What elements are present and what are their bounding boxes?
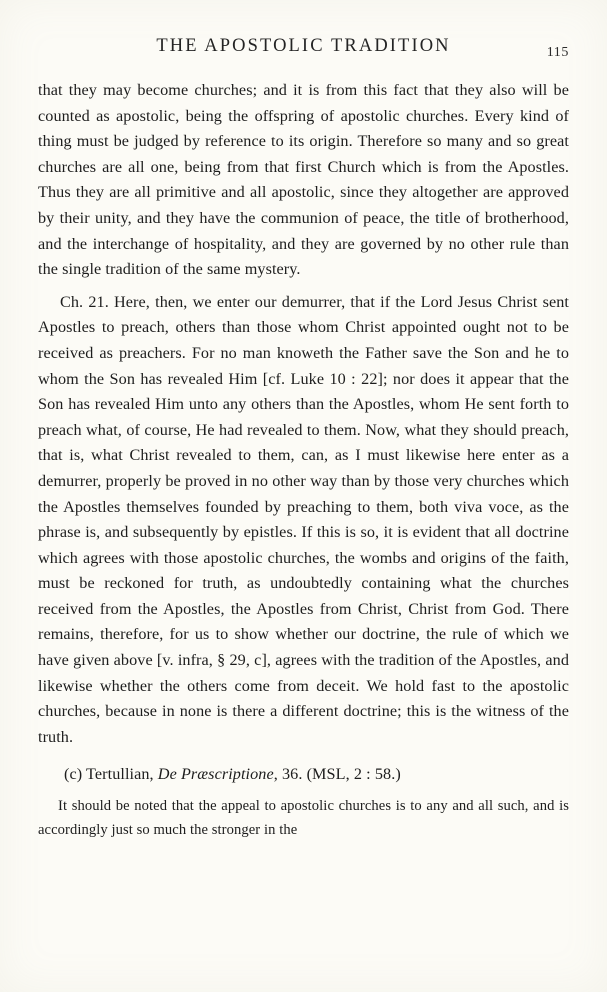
editor-footnote: It should be noted that the appeal to apostolic churches is to any and all such, and is accordingly just so much the stronger in the [38, 798, 569, 838]
running-title: THE APOSTOLIC TRADITION [156, 36, 451, 56]
paragraph-chapter-21: Ch. 21. Here, then, we enter our demurrer, that if the Lord Jesus Christ sent Apostles to preach, others than those whom Christ appointed ought not to be received as preachers. For no man knoweth the Father save the Son and he to whom the Son has revealed Him [cf. Luke 10 : 22]; nor does it appear that the Son has revealed Him unto any others than the Apostles, whom He sent forth to preach what, of course, He had revealed to them. Now, what they should preach, that is, what Christ revealed to them, can, as I must likewise here enter as a demurrer, properly be proved in no other way than by those very churches which the Apostles themselves founded by preaching to them, both viva voce, as the phrase is, and subsequently by epistles. If this is so, it is evident that all doctrine which agrees with those apostolic churches, the wombs and origins of the faith, must be reckoned for truth, as undoubtedly containing what the churches received from the Apostles, the Apostles from Christ, Christ from God. There remains, therefore, for us to show whether our doctrine, the rule of which we have given above [v. infra, § 29, c], agrees with the tradition of the Apostles, and likewise whether the others come from deceit. We hold fast to the apostolic churches, because in none is there a different doctrine; this is the witness of the truth. [38, 292, 569, 746]
page-header [38, 36, 569, 62]
source-citation [38, 762, 569, 788]
text-column [38, 78, 569, 842]
source-citation-prefix: (c) Tertullian, [64, 765, 158, 784]
source-citation-work-title: De Præscriptione [157, 765, 274, 784]
source-citation-suffix: , 36. (MSL, 2 : 58.) [273, 765, 401, 784]
note-spacer [38, 750, 569, 762]
paragraph-spacer [38, 283, 569, 290]
paragraph-continuation: that they may become churches; and it is from this fact that they also will be counted as apostolic, being the offspring of apostolic churches. Every kind of thing must be judged by reference to its origin. Therefore so many and so great churches are all one, being from that first Church which is from the Apostles. Thus they are all primitive and all apostolic, since they altogether are approved by their unity, and they have the communion of peace, the title of brotherhood, and the interchange of hospitality, and they are governed by no other rule than the single tradition of the same mystery. [38, 81, 569, 279]
page-number: 115 [546, 45, 569, 60]
footnote-spacer [38, 788, 569, 795]
